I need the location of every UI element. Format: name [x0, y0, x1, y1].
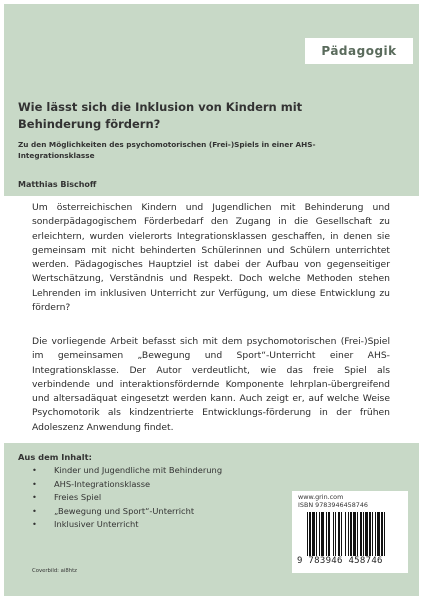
bullet-icon: •: [32, 465, 37, 475]
bullet-icon: •: [32, 492, 37, 503]
cover-credit: Coverbild: ai8htz: [32, 568, 77, 574]
book-subtitle: Zu den Möglichkeiten des psychomotorischen (Frei-)Spiels in einer AHS-Integrationsklasse: [18, 140, 316, 160]
description-paragraph: Die vorliegende Arbeit befasst sich mit dem psychomotorischen (Frei-)Spiel im gemeinsamen „Bewegung und Sport“-Unterricht einer AHS-Integrationsklasse. Der Autor verdeutlicht, wie das freie Spiel als verbindende und interaktionsfördernde Komponente lehrplan-übergreifend und altersadäquat eingesetzt werden kann. Auch zeigt er, auf welche Weise Psychomotorik als kindzentrierte Entwicklungs-förderung in der frühen Adoleszenz Anwendung findet.: [32, 336, 390, 433]
description-paragraph: Um österreichischen Kindern und Jugendlichen mit Behinderung und sonderpädagogischem Förderbedarf den Zugang in die Gesellschaft zu erleichtern, wurden vielerorts Integrationsklassen geschaffen, in denen sie gemeinsam mit nicht behinderten Schülerinnen und Schülern unterrichtet werden. Pädagogisches Hauptziel ist dabei der Aufbau von gegenseitiger Wertschätzung, Verständnis und Respekt. Doch welche Methoden stehen Lehrenden im inklusiven Unterricht zur Verfügung, um diese Entwicklung zu fördern?: [32, 202, 390, 314]
bullet-icon: •: [32, 519, 37, 530]
book-title: Wie lässt sich die Inklusion von Kindern mit Behinderung fördern?: [18, 100, 303, 131]
isbn-number: ISBN 9783946458746: [298, 501, 368, 509]
barcode-icon: [306, 512, 404, 556]
publisher-url: www.grin.com: [298, 493, 344, 501]
author-name: Matthias Bischoff: [18, 180, 97, 189]
contents-heading: Aus dem Inhalt:: [18, 452, 92, 462]
bullet-icon: •: [32, 478, 37, 489]
category-label: Pädagogik: [305, 38, 413, 64]
list-item: • Kinder und Jugendliche mit Behinderung: [32, 464, 222, 478]
list-item: • Freies Spiel: [32, 491, 222, 505]
list-item: • Inklusiver Unterricht: [32, 518, 222, 532]
contents-list: [32, 464, 222, 532]
bullet-icon: •: [32, 505, 37, 516]
barcode-digits: 9 783946 458746: [297, 556, 383, 566]
list-item: • „Bewegung und Sport“-Unterricht: [32, 505, 222, 519]
list-item: • AHS-Integrationsklasse: [32, 478, 222, 492]
